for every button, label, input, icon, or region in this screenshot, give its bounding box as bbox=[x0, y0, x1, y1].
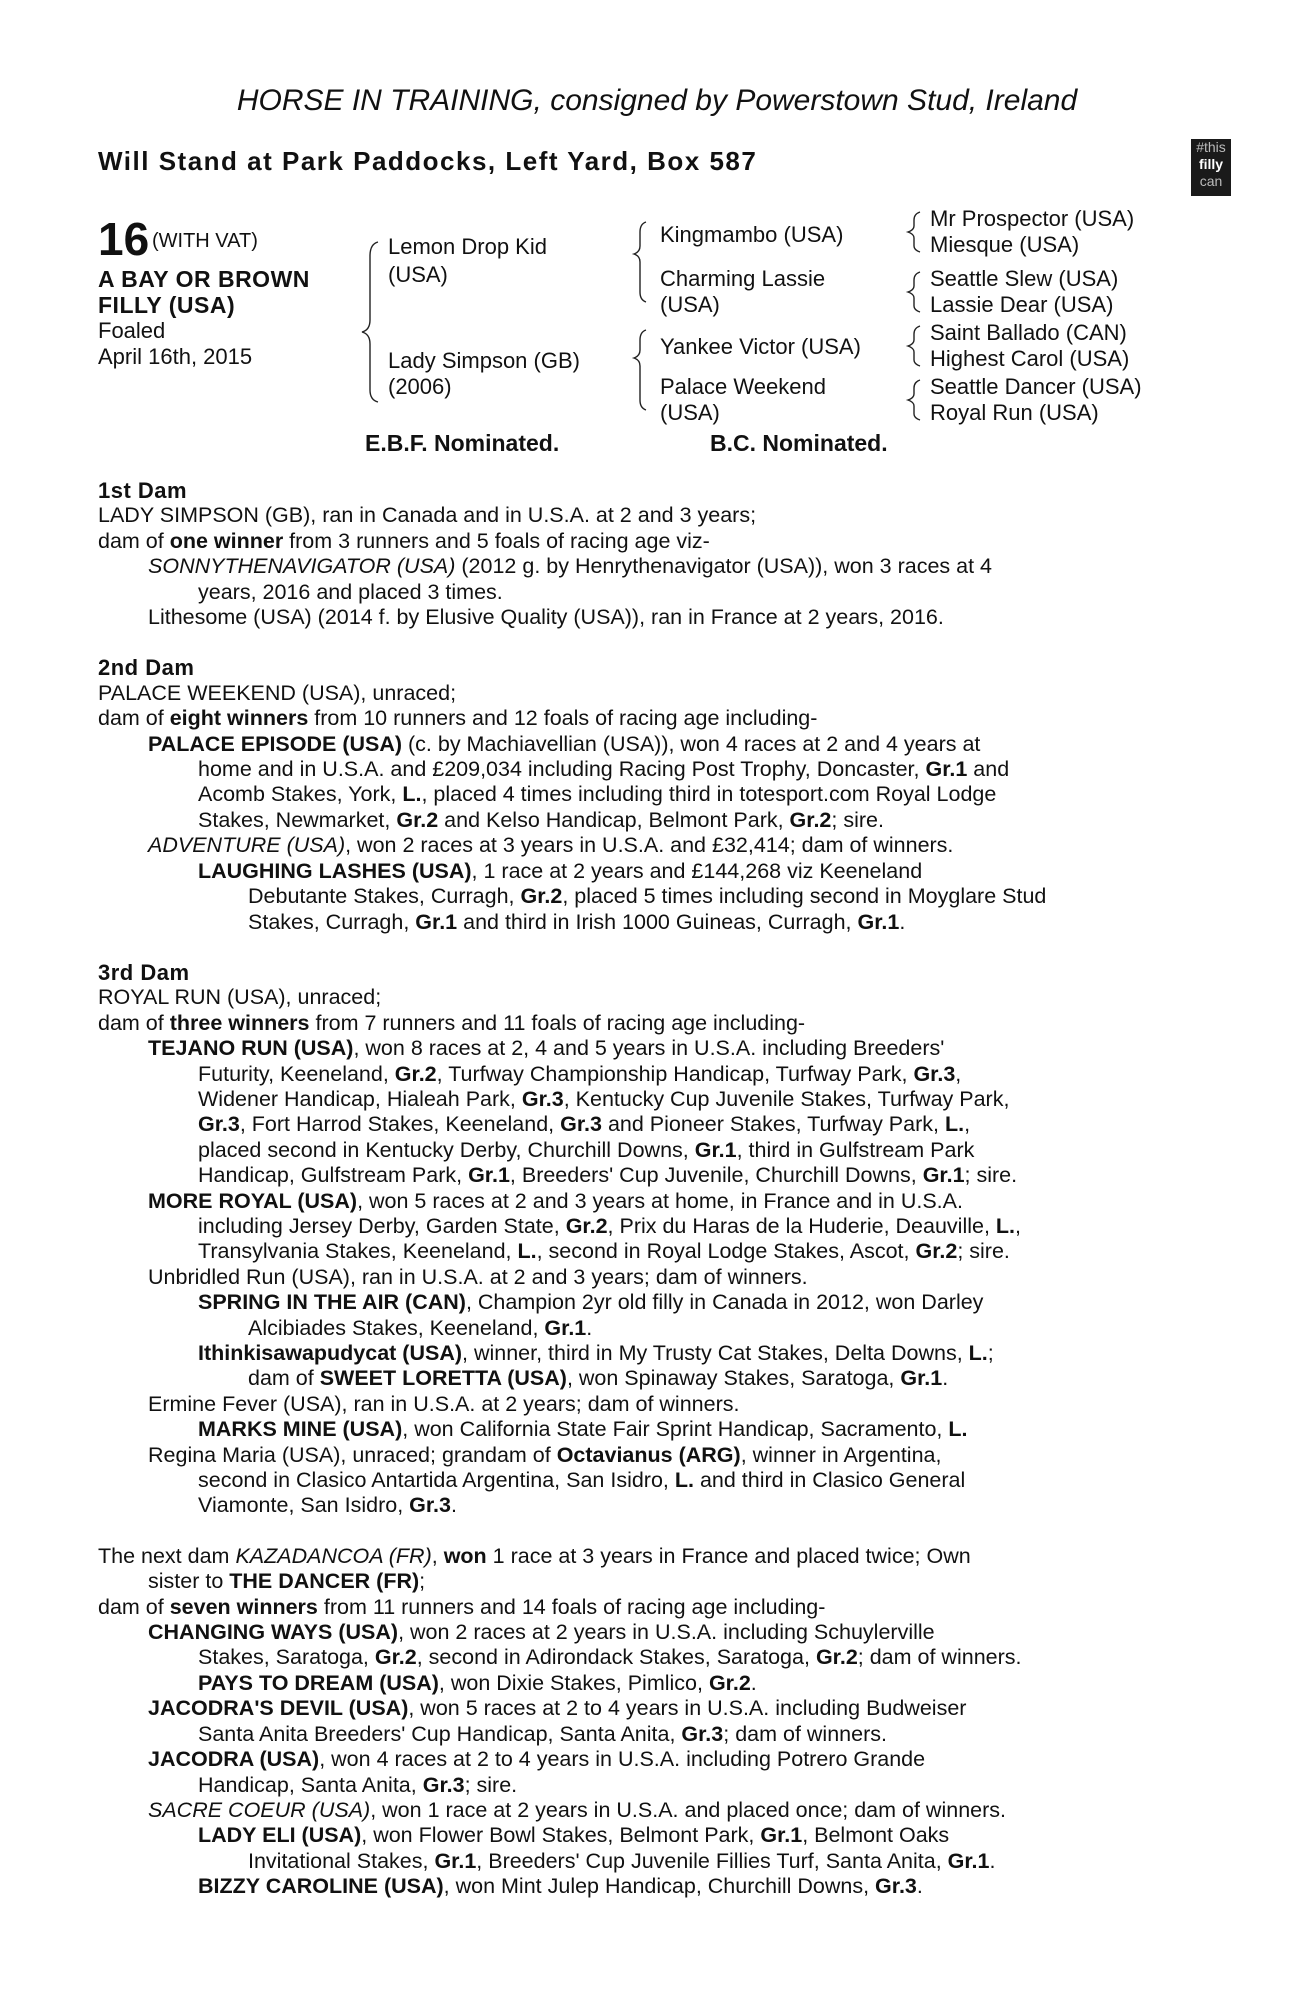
produce-item: Regina Maria (USA), unraced; grandam of Octavianus (ARG), winner in Argentina, bbox=[148, 1442, 942, 1467]
produce-item: MARKS MINE (USA), won California State Fair Sprint Handicap, Sacramento, L. bbox=[198, 1417, 968, 1442]
brace-dam-line bbox=[634, 330, 646, 410]
produce-item-cont: Debutante Stakes, Curragh, Gr.2, placed 5 times including second in Moyglare Stud bbox=[248, 884, 1047, 909]
dam-dam-country: (USA) bbox=[660, 400, 720, 425]
produce-item: Unbridled Run (USA), ran in U.S.A. at 2 and 3 years; dam of winners. bbox=[148, 1264, 808, 1289]
lot-number: 16 bbox=[98, 213, 150, 265]
produce-item-cont: Acomb Stakes, York, L., placed 4 times including third in totesport.com Royal Lodge bbox=[198, 782, 997, 807]
second-dam-heading: 2nd Dam bbox=[98, 655, 195, 681]
produce-item: SPRING IN THE AIR (CAN), Champion 2yr old filly in Canada in 2012, won Darley bbox=[198, 1290, 984, 1315]
brace-sire-line bbox=[634, 222, 646, 302]
next-dam-produce-line: dam of seven winners from 11 runners and 14 foals of racing age including- bbox=[98, 1594, 826, 1619]
produce-item: ADVENTURE (USA), won 2 races at 3 years in U.S.A. and £32,414; dam of winners. bbox=[148, 833, 954, 858]
produce-item: BIZZY CAROLINE (USA), won Mint Julep Handicap, Churchill Downs, Gr.3. bbox=[198, 1874, 923, 1899]
brace-generation-1 bbox=[362, 242, 378, 402]
produce-item-cont: Alcibiades Stakes, Keeneland, Gr.1. bbox=[248, 1315, 593, 1340]
ancestor-dss: Saint Ballado (CAN) bbox=[930, 320, 1127, 345]
produce-item: LAUGHING LASHES (USA), 1 race at 2 years and £144,268 viz Keeneland bbox=[198, 858, 923, 883]
foaled-date: April 16th, 2015 bbox=[98, 344, 253, 369]
produce-item-cont: second in Clasico Antartida Argentina, San Isidro, L. and third in Clasico General bbox=[198, 1468, 966, 1493]
produce-item-cont: Stakes, Newmarket, Gr.2 and Kelso Handicap, Belmont Park, Gr.2; sire. bbox=[198, 807, 884, 832]
dam-year: (2006) bbox=[388, 374, 452, 399]
produce-item-cont: Gr.3, Fort Harrod Stakes, Keeneland, Gr.3 and Pioneer Stakes, Turfway Park, L., bbox=[198, 1112, 971, 1137]
foaled-label: Foaled bbox=[98, 318, 166, 343]
first-dam-line: LADY SIMPSON (GB), ran in Canada and in U.S.A. at 2 and 3 years; bbox=[98, 503, 757, 528]
ancestor-sds: Seattle Slew (USA) bbox=[930, 266, 1119, 291]
catalogue-body bbox=[98, 478, 1202, 1900]
logo-line-2: filly bbox=[1198, 156, 1224, 172]
produce-item-cont: dam of SWEET LORETTA (USA), won Spinaway Stakes, Saratoga, Gr.1. bbox=[248, 1366, 949, 1391]
sire-country: (USA) bbox=[388, 262, 448, 287]
first-dam-heading: 1st Dam bbox=[98, 478, 188, 503]
ancestor-dds: Seattle Dancer (USA) bbox=[930, 374, 1142, 399]
next-dam-line-cont: sister to THE DANCER (FR); bbox=[148, 1569, 426, 1594]
ebf-nominated: E.B.F. Nominated. bbox=[365, 430, 560, 456]
first-dam-produce-line: dam of one winner from 3 runners and 5 foals of racing age viz- bbox=[98, 528, 710, 553]
produce-item-cont: Stakes, Saratoga, Gr.2, second in Adirondack Stakes, Saratoga, Gr.2; dam of winners. bbox=[198, 1645, 1022, 1670]
brace-yankee-victor bbox=[908, 326, 920, 366]
produce-item-cont: Santa Anita Breeders' Cup Handicap, Santa Anita, Gr.3; dam of winners. bbox=[198, 1721, 887, 1746]
ancestor-sss: Mr Prospector (USA) bbox=[930, 206, 1135, 231]
sire-sire: Kingmambo (USA) bbox=[660, 222, 844, 247]
lot-description-1: A BAY OR BROWN bbox=[98, 266, 310, 292]
produce-item-cont: Transylvania Stakes, Keeneland, L., second in Royal Lodge Stakes, Ascot, Gr.2; sire. bbox=[198, 1239, 1010, 1264]
brace-kingmambo bbox=[908, 212, 920, 252]
produce-item: Ermine Fever (USA), ran in U.S.A. at 2 years; dam of winners. bbox=[148, 1391, 740, 1416]
ancestor-ssd: Miesque (USA) bbox=[930, 232, 1080, 257]
logo-line-1: #this bbox=[1196, 139, 1226, 155]
produce-item-cont: Invitational Stakes, Gr.1, Breeders' Cup Juvenile Fillies Turf, Santa Anita, Gr.1. bbox=[248, 1848, 996, 1873]
third-dam-heading: 3rd Dam bbox=[98, 959, 190, 985]
produce-item: Ithinkisawapudycat (USA), winner, third in My Trusty Cat Stakes, Delta Downs, L.; bbox=[198, 1341, 994, 1365]
logo-line-3: can bbox=[1199, 173, 1223, 189]
sire-dam-country: (USA) bbox=[660, 292, 720, 317]
dam-name: Lady Simpson (GB) bbox=[388, 348, 580, 373]
ancestor-ddd: Royal Run (USA) bbox=[930, 400, 1099, 425]
produce-item-cont: Handicap, Santa Anita, Gr.3; sire. bbox=[198, 1772, 518, 1797]
next-dam-line: The next dam KAZADANCOA (FR), won 1 race at 3 years in France and placed twice; Own bbox=[98, 1543, 971, 1568]
produce-item: MORE ROYAL (USA), won 5 races at 2 and 3 years at home, in France and in U.S.A. bbox=[148, 1188, 963, 1213]
sire-dam: Charming Lassie bbox=[660, 266, 826, 291]
dam-dam: Palace Weekend bbox=[660, 374, 826, 399]
produce-item: TEJANO RUN (USA), won 8 races at 2, 4 and 5 years in U.S.A. including Breeders' bbox=[148, 1036, 945, 1061]
third-dam-produce-line: dam of three winners from 7 runners and 11 foals of racing age including- bbox=[98, 1010, 806, 1035]
produce-item: LADY ELI (USA), won Flower Bowl Stakes, Belmont Park, Gr.1, Belmont Oaks bbox=[198, 1823, 950, 1848]
second-dam-line: PALACE WEEKEND (USA), unraced; bbox=[98, 680, 457, 705]
produce-item: JACODRA'S DEVIL (USA), won 5 races at 2 to 4 years in U.S.A. including Budweiser bbox=[148, 1696, 967, 1721]
ancestor-sdd: Lassie Dear (USA) bbox=[930, 292, 1114, 317]
sire-name: Lemon Drop Kid bbox=[388, 234, 547, 259]
produce-item-cont: Widener Handicap, Hialeah Park, Gr.3, Kentucky Cup Juvenile Stakes, Turfway Park, bbox=[198, 1086, 1010, 1111]
brace-charming-lassie bbox=[908, 272, 920, 312]
location-heading: Will Stand at Park Paddocks, Left Yard, Box 587 bbox=[98, 146, 758, 176]
produce-item-cont: including Jersey Derby, Garden State, Gr.2, Prix du Haras de la Huderie, Deauville, L., bbox=[198, 1213, 1022, 1238]
produce-item-cont: home and in U.S.A. and £209,034 including Racing Post Trophy, Doncaster, Gr.1 and bbox=[198, 757, 1010, 782]
produce-item: SACRE COEUR (USA), won 1 race at 2 years in U.S.A. and placed once; dam of winners. bbox=[148, 1797, 1006, 1822]
produce-item: Lithesome (USA) (2014 f. by Elusive Quality (USA)), ran in France at 2 years, 2016. bbox=[148, 605, 944, 630]
brace-palace-weekend bbox=[908, 380, 920, 420]
vat-note: (WITH VAT) bbox=[152, 230, 258, 252]
produce-item-cont: years, 2016 and placed 3 times. bbox=[198, 579, 503, 604]
second-dam-produce-line: dam of eight winners from 10 runners and 12 foals of racing age including- bbox=[98, 706, 818, 731]
produce-item: JACODRA (USA), won 4 races at 2 to 4 years in U.S.A. including Potrero Grande bbox=[148, 1747, 926, 1772]
produce-item-cont: Viamonte, San Isidro, Gr.3. bbox=[198, 1493, 457, 1518]
produce-item-cont: Handicap, Gulfstream Park, Gr.1, Breeders' Cup Juvenile, Churchill Downs, Gr.1; sire. bbox=[198, 1163, 1018, 1188]
third-dam-line: ROYAL RUN (USA), unraced; bbox=[98, 985, 382, 1010]
lot-description-2: FILLY (USA) bbox=[98, 292, 236, 318]
produce-item: SONNYTHENAVIGATOR (USA) (2012 g. by Henrythenavigator (USA)), won 3 races at 4 bbox=[148, 554, 992, 579]
produce-item: CHANGING WAYS (USA), won 2 races at 2 years in U.S.A. including Schuylerville bbox=[148, 1620, 935, 1645]
produce-item-cont: Futurity, Keeneland, Gr.2, Turfway Championship Handicap, Turfway Park, Gr.3, bbox=[198, 1061, 962, 1086]
dam-sire: Yankee Victor (USA) bbox=[660, 334, 861, 359]
page-title: HORSE IN TRAINING, consigned by Powerstown Stud, Ireland bbox=[236, 84, 1078, 117]
bc-nominated: B.C. Nominated. bbox=[710, 430, 888, 456]
produce-item-cont: placed second in Kentucky Derby, Churchill Downs, Gr.1, third in Gulfstream Park bbox=[198, 1137, 975, 1162]
ancestor-dsd: Highest Carol (USA) bbox=[930, 346, 1130, 371]
produce-item: PALACE EPISODE (USA) (c. by Machiavellian (USA)), won 4 races at 2 and 4 years at bbox=[148, 731, 981, 756]
produce-item: PAYS TO DREAM (USA), won Dixie Stakes, Pimlico, Gr.2. bbox=[198, 1670, 757, 1695]
produce-item-cont: Stakes, Curragh, Gr.1 and third in Irish 1000 Guineas, Curragh, Gr.1. bbox=[248, 909, 906, 934]
